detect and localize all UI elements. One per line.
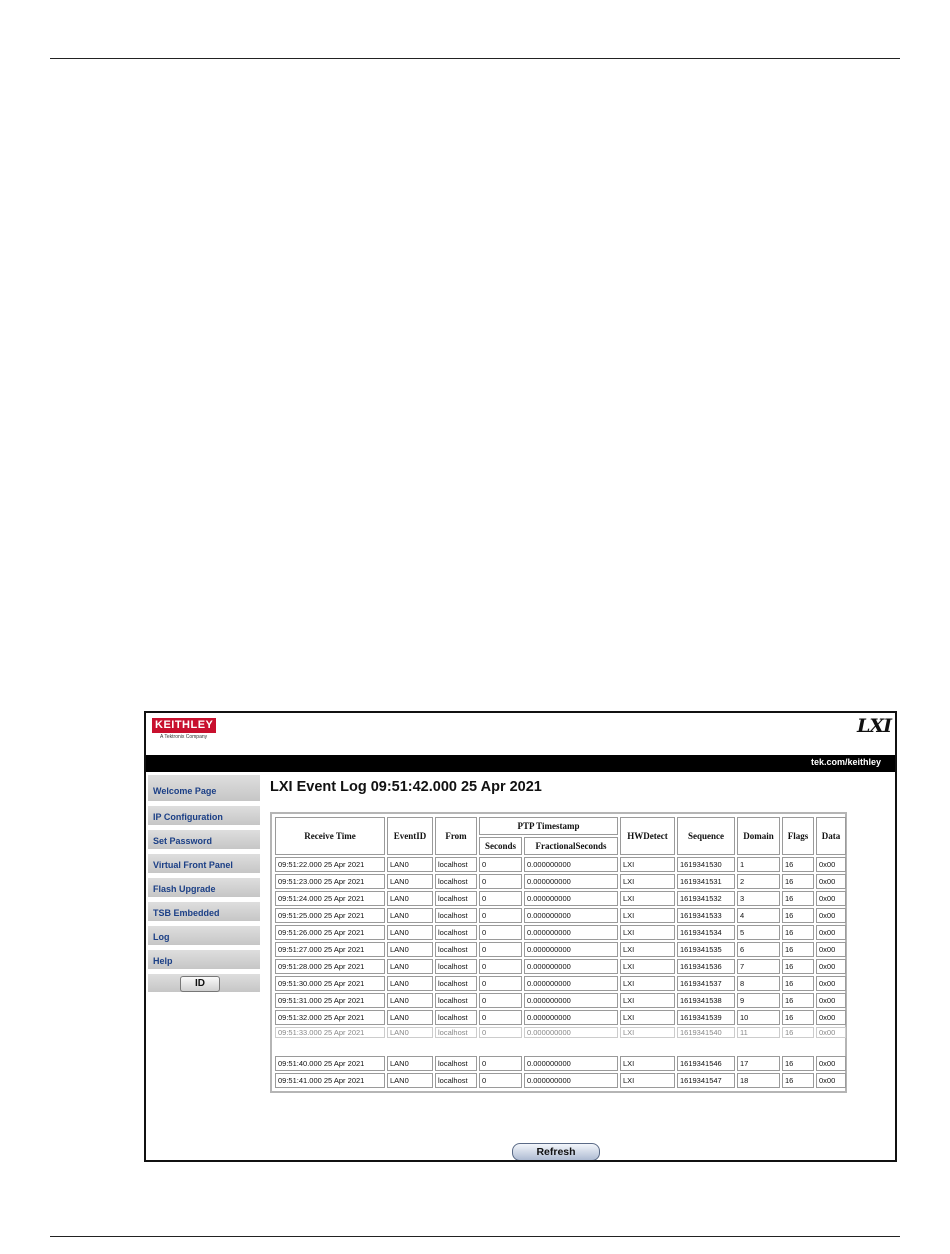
cell-seconds: 0 xyxy=(479,1056,522,1071)
cell-data: 0x00 xyxy=(816,1027,846,1038)
cell-domain: 3 xyxy=(737,891,780,906)
tek-link[interactable]: tek.com/keithley xyxy=(810,757,881,767)
cell-fractional-seconds: 0.000000000 xyxy=(524,891,618,906)
cell-event-id: LAN0 xyxy=(387,857,433,872)
cell-hwdetect: LXI xyxy=(620,908,675,923)
cell-receive-time: 09:51:28.000 25 Apr 2021 xyxy=(275,959,385,974)
cell-from: localhost xyxy=(435,908,477,923)
cell-data: 0x00 xyxy=(816,908,846,923)
cell-receive-time: 09:51:27.000 25 Apr 2021 xyxy=(275,942,385,957)
page-bottom-rule xyxy=(50,1236,900,1237)
cell-data: 0x00 xyxy=(816,959,846,974)
cell-hwdetect: LXI xyxy=(620,976,675,991)
logo-tagline: A Tektronix Company xyxy=(160,734,208,740)
cell-domain: 6 xyxy=(737,942,780,957)
cell-event-id: LAN0 xyxy=(387,1056,433,1071)
event-log-table xyxy=(270,812,847,1093)
cell-event-id: LAN0 xyxy=(387,874,433,889)
cell-hwdetect: LXI xyxy=(620,874,675,889)
cell-data: 0x00 xyxy=(816,925,846,940)
cell-hwdetect: LXI xyxy=(620,942,675,957)
cell-data: 0x00 xyxy=(816,891,846,906)
cell-hwdetect: LXI xyxy=(620,993,675,1008)
cell-fractional-seconds: 0.000000000 xyxy=(524,976,618,991)
cell-from: localhost xyxy=(435,976,477,991)
cell-seconds: 0 xyxy=(479,925,522,940)
cell-domain: 9 xyxy=(737,993,780,1008)
table-row xyxy=(275,1073,846,1088)
col-data: Data xyxy=(816,817,846,855)
cell-event-id: LAN0 xyxy=(387,1073,433,1088)
cell-sequence: 1619341536 xyxy=(677,959,735,974)
cell-fractional-seconds: 0.000000000 xyxy=(524,908,618,923)
table-row xyxy=(275,1056,846,1071)
cell-data: 0x00 xyxy=(816,874,846,889)
cell-seconds: 0 xyxy=(479,857,522,872)
cell-sequence: 1619341547 xyxy=(677,1073,735,1088)
cell-fractional-seconds: 0.000000000 xyxy=(524,1056,618,1071)
cell-event-id: LAN0 xyxy=(387,993,433,1008)
cell-hwdetect: LXI xyxy=(620,925,675,940)
cell-data: 0x00 xyxy=(816,1056,846,1071)
cell-receive-time: 09:51:41.000 25 Apr 2021 xyxy=(275,1073,385,1088)
cell-event-id: LAN0 xyxy=(387,908,433,923)
cell-sequence: 1619341534 xyxy=(677,925,735,940)
keithley-logo[interactable] xyxy=(152,718,216,740)
cell-seconds: 0 xyxy=(479,959,522,974)
sidebar-item-set-password[interactable]: Set Password xyxy=(148,830,260,850)
table-row xyxy=(275,942,846,957)
sidebar-item-flash-upgrade[interactable]: Flash Upgrade xyxy=(148,878,260,898)
cell-domain: 17 xyxy=(737,1056,780,1071)
cell-fractional-seconds: 0.000000000 xyxy=(524,1027,618,1038)
cell-hwdetect: LXI xyxy=(620,891,675,906)
sidebar-nav xyxy=(148,775,260,997)
cell-hwdetect: LXI xyxy=(620,1056,675,1071)
cell-from: localhost xyxy=(435,1056,477,1071)
cell-sequence: 1619341532 xyxy=(677,891,735,906)
cell-flags: 16 xyxy=(782,874,814,889)
cell-from: localhost xyxy=(435,959,477,974)
refresh-button[interactable]: Refresh xyxy=(512,1143,600,1161)
cell-flags: 16 xyxy=(782,993,814,1008)
cell-sequence: 1619341538 xyxy=(677,993,735,1008)
table-row xyxy=(275,1010,846,1025)
sidebar-item-welcome[interactable]: Welcome Page xyxy=(148,775,260,802)
table-row xyxy=(275,874,846,889)
cell-domain: 2 xyxy=(737,874,780,889)
col-seconds: Seconds xyxy=(479,837,522,855)
cell-sequence: 1619341539 xyxy=(677,1010,735,1025)
cell-seconds: 0 xyxy=(479,1010,522,1025)
table-row xyxy=(275,1027,846,1038)
cell-receive-time: 09:51:22.000 25 Apr 2021 xyxy=(275,857,385,872)
cell-sequence: 1619341535 xyxy=(677,942,735,957)
cell-data: 0x00 xyxy=(816,1073,846,1088)
cell-data: 0x00 xyxy=(816,976,846,991)
cell-seconds: 0 xyxy=(479,993,522,1008)
cell-fractional-seconds: 0.000000000 xyxy=(524,857,618,872)
cell-receive-time: 09:51:23.000 25 Apr 2021 xyxy=(275,874,385,889)
col-fractional-seconds: FractionalSeconds xyxy=(524,837,618,855)
col-domain: Domain xyxy=(737,817,780,855)
cell-event-id: LAN0 xyxy=(387,925,433,940)
cell-domain: 5 xyxy=(737,925,780,940)
cell-sequence: 1619341540 xyxy=(677,1027,735,1038)
col-from: From xyxy=(435,817,477,855)
table-row xyxy=(275,993,846,1008)
cell-hwdetect: LXI xyxy=(620,1073,675,1088)
lxi-logo: LXI xyxy=(857,715,891,737)
cell-receive-time: 09:51:26.000 25 Apr 2021 xyxy=(275,925,385,940)
cell-sequence: 1619341546 xyxy=(677,1056,735,1071)
cell-flags: 16 xyxy=(782,976,814,991)
sidebar-item-ip-configuration[interactable]: IP Configuration xyxy=(148,806,260,826)
cell-event-id: LAN0 xyxy=(387,942,433,957)
cell-flags: 16 xyxy=(782,908,814,923)
cell-seconds: 0 xyxy=(479,942,522,957)
cell-receive-time: 09:51:31.000 25 Apr 2021 xyxy=(275,993,385,1008)
cell-fractional-seconds: 0.000000000 xyxy=(524,1010,618,1025)
gap-cell xyxy=(275,1040,846,1054)
cell-receive-time: 09:51:40.000 25 Apr 2021 xyxy=(275,1056,385,1071)
cell-data: 0x00 xyxy=(816,993,846,1008)
cell-event-id: LAN0 xyxy=(387,891,433,906)
page-top-rule xyxy=(50,58,900,59)
cell-domain: 1 xyxy=(737,857,780,872)
col-flags: Flags xyxy=(782,817,814,855)
cell-domain: 4 xyxy=(737,908,780,923)
cell-flags: 16 xyxy=(782,925,814,940)
sidebar-item-log[interactable]: Log xyxy=(148,926,260,946)
col-ptp-timestamp: PTP Timestamp xyxy=(479,817,618,835)
header-bar xyxy=(146,755,895,772)
cell-from: localhost xyxy=(435,1027,477,1038)
cell-fractional-seconds: 0.000000000 xyxy=(524,874,618,889)
cell-fractional-seconds: 0.000000000 xyxy=(524,993,618,1008)
cell-flags: 16 xyxy=(782,857,814,872)
cell-domain: 18 xyxy=(737,1073,780,1088)
cell-receive-time: 09:51:25.000 25 Apr 2021 xyxy=(275,908,385,923)
cell-seconds: 0 xyxy=(479,976,522,991)
cell-from: localhost xyxy=(435,891,477,906)
cell-seconds: 0 xyxy=(479,874,522,889)
cell-from: localhost xyxy=(435,1073,477,1088)
cell-domain: 11 xyxy=(737,1027,780,1038)
sidebar-item-help[interactable]: Help xyxy=(148,950,260,970)
sidebar-item-tsb-embedded[interactable]: TSB Embedded xyxy=(148,902,260,922)
table-row xyxy=(275,857,846,872)
cell-seconds: 0 xyxy=(479,1073,522,1088)
cell-flags: 16 xyxy=(782,1056,814,1071)
cell-from: localhost xyxy=(435,1010,477,1025)
cell-event-id: LAN0 xyxy=(387,976,433,991)
sidebar-item-virtual-front-panel[interactable]: Virtual Front Panel xyxy=(148,854,260,874)
col-event-id: EventID xyxy=(387,817,433,855)
table-row xyxy=(275,908,846,923)
cell-event-id: LAN0 xyxy=(387,1027,433,1038)
table-gap xyxy=(275,1040,846,1054)
cell-from: localhost xyxy=(435,925,477,940)
table-row xyxy=(275,891,846,906)
cell-fractional-seconds: 0.000000000 xyxy=(524,942,618,957)
cell-fractional-seconds: 0.000000000 xyxy=(524,1073,618,1088)
cell-domain: 10 xyxy=(737,1010,780,1025)
cell-receive-time: 09:51:30.000 25 Apr 2021 xyxy=(275,976,385,991)
cell-receive-time: 09:51:32.000 25 Apr 2021 xyxy=(275,1010,385,1025)
browser-screenshot xyxy=(144,711,897,1162)
cell-flags: 16 xyxy=(782,1027,814,1038)
page-title: LXI Event Log 09:51:42.000 25 Apr 2021 xyxy=(270,779,542,795)
logo-wordmark: KEITHLEY xyxy=(152,718,216,733)
cell-fractional-seconds: 0.000000000 xyxy=(524,959,618,974)
col-receive-time: Receive Time xyxy=(275,817,385,855)
cell-from: localhost xyxy=(435,874,477,889)
cell-hwdetect: LXI xyxy=(620,1010,675,1025)
cell-sequence: 1619341533 xyxy=(677,908,735,923)
id-button[interactable]: ID xyxy=(180,976,220,992)
cell-from: localhost xyxy=(435,993,477,1008)
cell-seconds: 0 xyxy=(479,891,522,906)
cell-flags: 16 xyxy=(782,1010,814,1025)
cell-flags: 16 xyxy=(782,891,814,906)
table-row xyxy=(275,976,846,991)
table-row xyxy=(275,959,846,974)
cell-from: localhost xyxy=(435,857,477,872)
cell-domain: 8 xyxy=(737,976,780,991)
cell-sequence: 1619341531 xyxy=(677,874,735,889)
cell-hwdetect: LXI xyxy=(620,959,675,974)
col-sequence: Sequence xyxy=(677,817,735,855)
cell-fractional-seconds: 0.000000000 xyxy=(524,925,618,940)
cell-seconds: 0 xyxy=(479,908,522,923)
cell-sequence: 1619341530 xyxy=(677,857,735,872)
cell-flags: 16 xyxy=(782,1073,814,1088)
col-hwdetect: HWDetect xyxy=(620,817,675,855)
cell-domain: 7 xyxy=(737,959,780,974)
cell-hwdetect: LXI xyxy=(620,1027,675,1038)
cell-data: 0x00 xyxy=(816,1010,846,1025)
cell-data: 0x00 xyxy=(816,857,846,872)
cell-seconds: 0 xyxy=(479,1027,522,1038)
cell-event-id: LAN0 xyxy=(387,1010,433,1025)
cell-sequence: 1619341537 xyxy=(677,976,735,991)
page-header xyxy=(146,713,895,755)
cell-data: 0x00 xyxy=(816,942,846,957)
cell-receive-time: 09:51:33.000 25 Apr 2021 xyxy=(275,1027,385,1038)
cell-receive-time: 09:51:24.000 25 Apr 2021 xyxy=(275,891,385,906)
cell-flags: 16 xyxy=(782,942,814,957)
cell-event-id: LAN0 xyxy=(387,959,433,974)
cell-hwdetect: LXI xyxy=(620,857,675,872)
table-row xyxy=(275,925,846,940)
cell-from: localhost xyxy=(435,942,477,957)
cell-flags: 16 xyxy=(782,959,814,974)
